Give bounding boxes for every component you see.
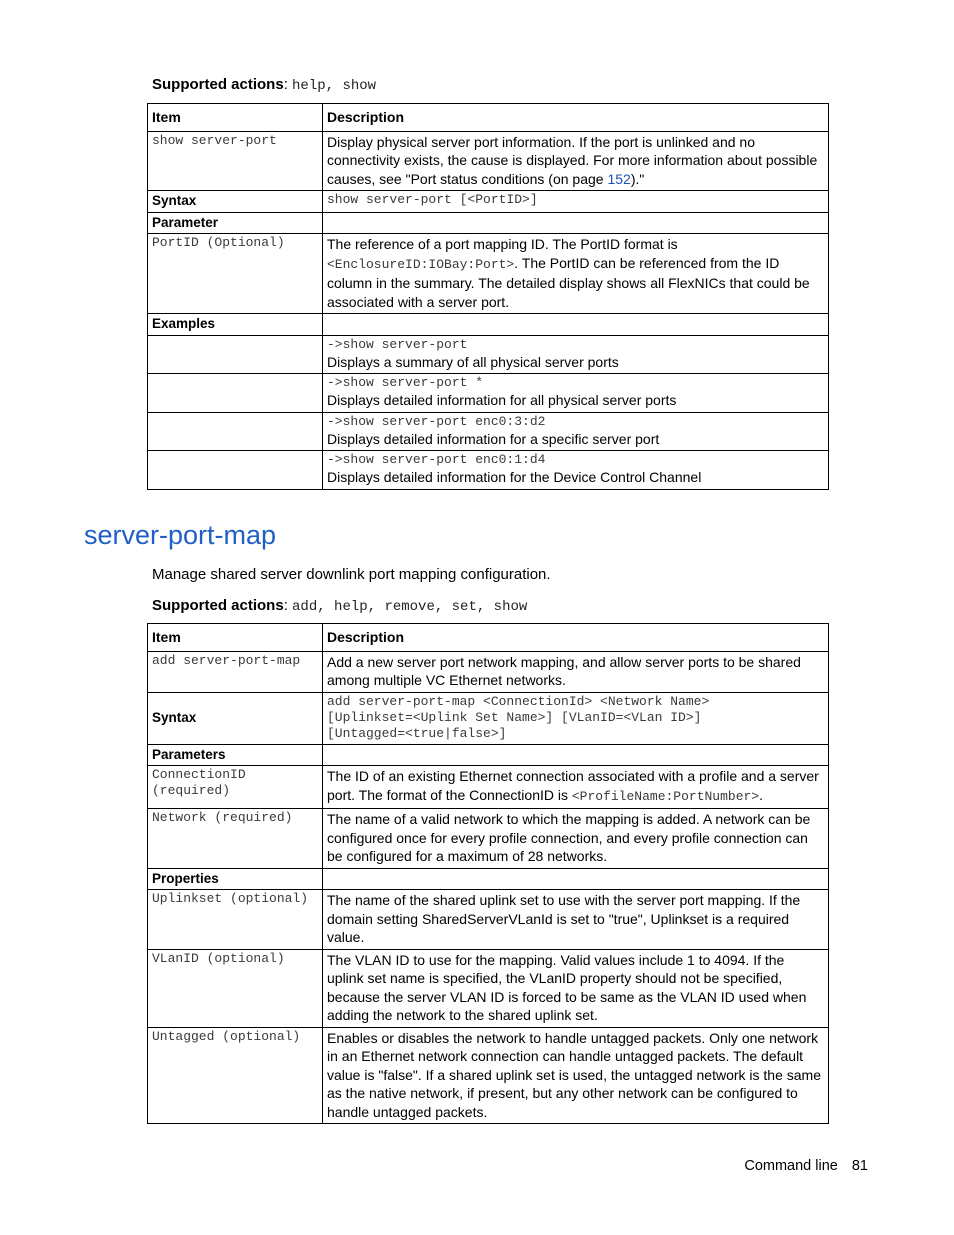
table-row [148, 890, 829, 950]
example-desc: Displays a summary of all physical server ports [327, 353, 619, 370]
supported-actions-values: add, help, remove, set, show [292, 599, 528, 615]
syntax-label: Syntax [148, 191, 323, 213]
table-row [148, 766, 829, 809]
example-desc: Displays detailed information for a specific server port [327, 430, 660, 447]
table-row [148, 868, 829, 890]
table-row [148, 234, 829, 314]
desc-connectionid: The ID of an existing Ethernet connection associated with a profile and a server port. The format of the ConnectionID is <ProfileName:PortNumber>. [323, 766, 829, 809]
example-cmd: ->show server-port enc0:3:d2 [327, 413, 546, 429]
example-desc: Displays detailed information for the Device Control Channel [327, 469, 702, 485]
header-description: Description [323, 104, 829, 132]
syntax-label: Syntax [148, 692, 323, 744]
example-cmd: ->show server-port enc0:1:d4 [327, 452, 546, 467]
header-description: Description [323, 624, 829, 652]
server-port-map-table [147, 623, 829, 1124]
supported-actions-label: Supported actions [152, 597, 284, 614]
header-item: Item [148, 624, 323, 652]
desc-network: The name of a valid network to which the mapping is added. A network can be configured once for every profile connection, and every profile connection can be configured for a maximum of 28 networks. [323, 809, 829, 869]
syntax-value: show server-port [<PortID>] [327, 192, 538, 207]
table-row [148, 314, 829, 336]
supported-actions-show-server-port: Supported actions: help, show [152, 76, 377, 94]
footer-section: Command line [744, 1158, 838, 1174]
item-vlanid: VLanID (optional) [152, 950, 285, 966]
desc-untagged: Enables or disables the network to handle untagged packets. Only one network in an Ethernet network connection can handle untagged packets. The default value is "false". If a shared uplink set is used, the untagged network is the same as the native network, if present, but any other network can be configured to handle untagged packets. [323, 1027, 829, 1124]
example-cmd: ->show server-port [327, 336, 468, 352]
item-portid: PortID (Optional) [152, 235, 285, 250]
item-connectionid: ConnectionID (required) [152, 767, 246, 798]
table-row [148, 1027, 829, 1124]
table-row [148, 651, 829, 692]
table-row [148, 744, 829, 766]
examples-label: Examples [148, 314, 323, 336]
table-row [148, 451, 829, 490]
table-row [148, 949, 829, 1027]
desc-vlanid: The VLAN ID to use for the mapping. Valid values include 1 to 4094. If the uplink set name is specified, the VLanID property should not be specified, because the server VLAN ID is forced to be same as the VLAN ID used when adding the network to the shared uplink set. [323, 949, 829, 1027]
item-show-server-port: show server-port [152, 132, 277, 148]
table-row [148, 809, 829, 869]
show-server-port-table [147, 103, 829, 490]
table-row [148, 212, 829, 234]
table-row [148, 191, 829, 213]
desc-add-server-port-map: Add a new server port network mapping, and allow server ports to be shared among multiple VC Ethernet networks. [323, 651, 829, 692]
table-row [148, 131, 829, 191]
table-row [148, 692, 829, 744]
desc-show-server-port: Display physical server port information. If the port is unlinked and no connectivity exists, the cause is displayed. For more information about possible causes, see "Port status conditions (on page 152)." [323, 131, 829, 191]
supported-actions-label: Supported actions [152, 76, 284, 93]
desc-uplinkset: The name of the shared uplink set to use with the server port mapping. If the domain setting SharedServerVLanId is set to "true", Uplinkset is a required value. [323, 890, 829, 950]
example-cmd: ->show server-port * [327, 375, 484, 390]
parameters-label: Parameters [148, 744, 323, 766]
desc-portid: The reference of a port mapping ID. The PortID format is <EnclosureID:IOBay:Port>. The PortID can be referenced from the ID column in the summary. The detailed display shows all FlexNICs that could be associated with a server port. [323, 234, 829, 314]
properties-label: Properties [148, 868, 323, 890]
syntax-value: add server-port-map <ConnectionId> <Network Name> [Uplinkset=<Uplink Set Name>] [VLanID=<VLan ID>] [Untagged=<true|false>] [323, 692, 829, 744]
item-untagged: Untagged (optional) [152, 1028, 301, 1044]
item-uplinkset: Uplinkset (optional) [152, 891, 309, 906]
section-intro: Manage shared server downlink port mapping configuration. [152, 566, 551, 583]
table-row [148, 374, 829, 413]
parameter-label: Parameter [148, 212, 323, 234]
table-row [148, 335, 829, 374]
page-footer [744, 1158, 868, 1174]
item-add-server-port-map: add server-port-map [152, 652, 301, 668]
example-desc: Displays detailed information for all physical server ports [327, 392, 677, 408]
section-title: server-port-map [84, 520, 277, 550]
supported-actions-server-port-map: Supported actions: add, help, remove, set, show [152, 597, 528, 615]
page-link[interactable]: 152 [607, 170, 631, 187]
table-row [148, 412, 829, 451]
header-item: Item [148, 104, 323, 132]
supported-actions-values: help, show [292, 78, 377, 94]
item-network: Network (required) [152, 810, 293, 825]
page-number: 81 [851, 1158, 868, 1174]
